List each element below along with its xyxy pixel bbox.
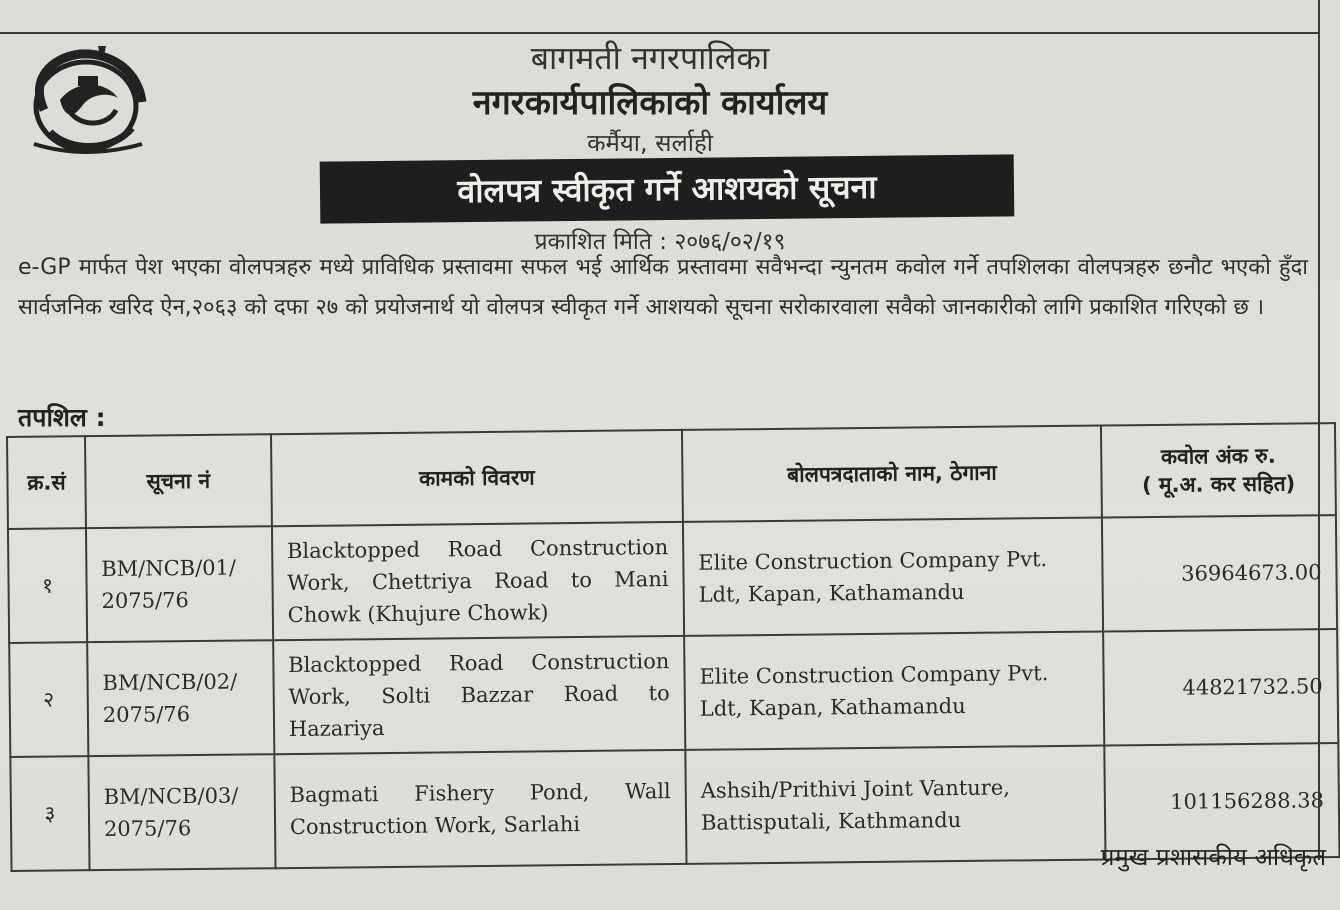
cell-notice-number: BM/NCB/02/ 2075/76 xyxy=(87,640,274,756)
cell-notice-number: BM/NCB/01/ 2075/76 xyxy=(86,526,273,642)
published-date: प्रकाशित मिति : २०७६/०२/१९ xyxy=(534,229,786,255)
header-bid-amount-line1: कवोल अंक रु. xyxy=(1160,443,1276,469)
table-row xyxy=(9,629,1338,757)
cell-work-description: Blacktopped Road Construction Work, Chettriya Road to Mani Chowk (Khujure Chowk) xyxy=(272,522,684,640)
cell-bid-amount: 44821732.50 xyxy=(1103,629,1338,745)
header-serial-number: क्र.सं xyxy=(7,436,86,529)
header-work-description: कामको विवरण xyxy=(271,430,683,526)
cell-bid-amount: 101156288.38 xyxy=(1104,743,1339,859)
cell-bidder: Elite Construction Company Pvt. Ldt, Kapan, Kathamandu xyxy=(683,518,1103,636)
office-name: नगरकार्यपालिकाको कार्यालय xyxy=(472,83,828,123)
signatory-title: प्रमुख प्रशासकीय अधिकृत xyxy=(1100,843,1326,871)
header-bid-amount-line2: ( मू.अ. कर सहित) xyxy=(1141,471,1296,498)
header-bidder-name-address: बोलपत्रदाताको नाम, ठेगाना xyxy=(682,426,1102,522)
office-location: कर्मैया, सर्लाही xyxy=(587,129,713,157)
municipality-name: बागमती नगरपालिका xyxy=(530,39,770,77)
cell-notice-number: BM/NCB/03/ 2075/76 xyxy=(88,754,275,870)
cell-serial-number: १ xyxy=(8,528,87,643)
top-border-line xyxy=(0,32,1320,34)
cell-serial-number: ३ xyxy=(10,756,89,871)
cell-work-description: Bagmati Fishery Pond, Wall Construction Work, Sarlahi xyxy=(274,750,686,868)
notice-title-banner: वोलपत्र स्वीकृत गर्ने आशयको सूचना xyxy=(320,154,1015,223)
bid-table xyxy=(6,422,1340,872)
table-header-row xyxy=(7,423,1336,529)
cell-bidder: Ashsih/Prithivi Joint Vanture, Battisputali, Kathmandu xyxy=(685,746,1105,864)
details-label: तपशिल : xyxy=(18,403,106,432)
cell-bid-amount: 36964673.00 xyxy=(1102,515,1337,631)
header-notice-number: सूचना नं xyxy=(85,434,272,528)
cell-bidder: Elite Construction Company Pvt. Ldt, Kapan, Kathamandu xyxy=(684,632,1104,750)
cell-serial-number: २ xyxy=(9,642,88,757)
table-row xyxy=(8,515,1337,643)
header-bid-amount xyxy=(1101,423,1336,517)
notice-paragraph: e-GP मार्फत पेश भएका वोलपत्रहरु मध्ये प्राविधिक प्रस्तावमा सफल भई आर्थिक प्रस्तावमा सवैभन्दा न्युनतम कवोल गर्ने तपशिलका वोलपत्रहरु छनौट भएको हुँदा सार्वजनिक खरिद ऐन,२०६३ को दफा २७ को प्रयोजनार्थ यो वोलपत्र स्वीकृत गर्ने आशयको सूचना सरोकारवाला सवैको जानकारीको लागि प्रकाशित गरिएको छ । xyxy=(18,255,1308,320)
cell-work-description: Blacktopped Road Construction Work, Solti Bazzar Road to Hazariya xyxy=(273,636,685,754)
